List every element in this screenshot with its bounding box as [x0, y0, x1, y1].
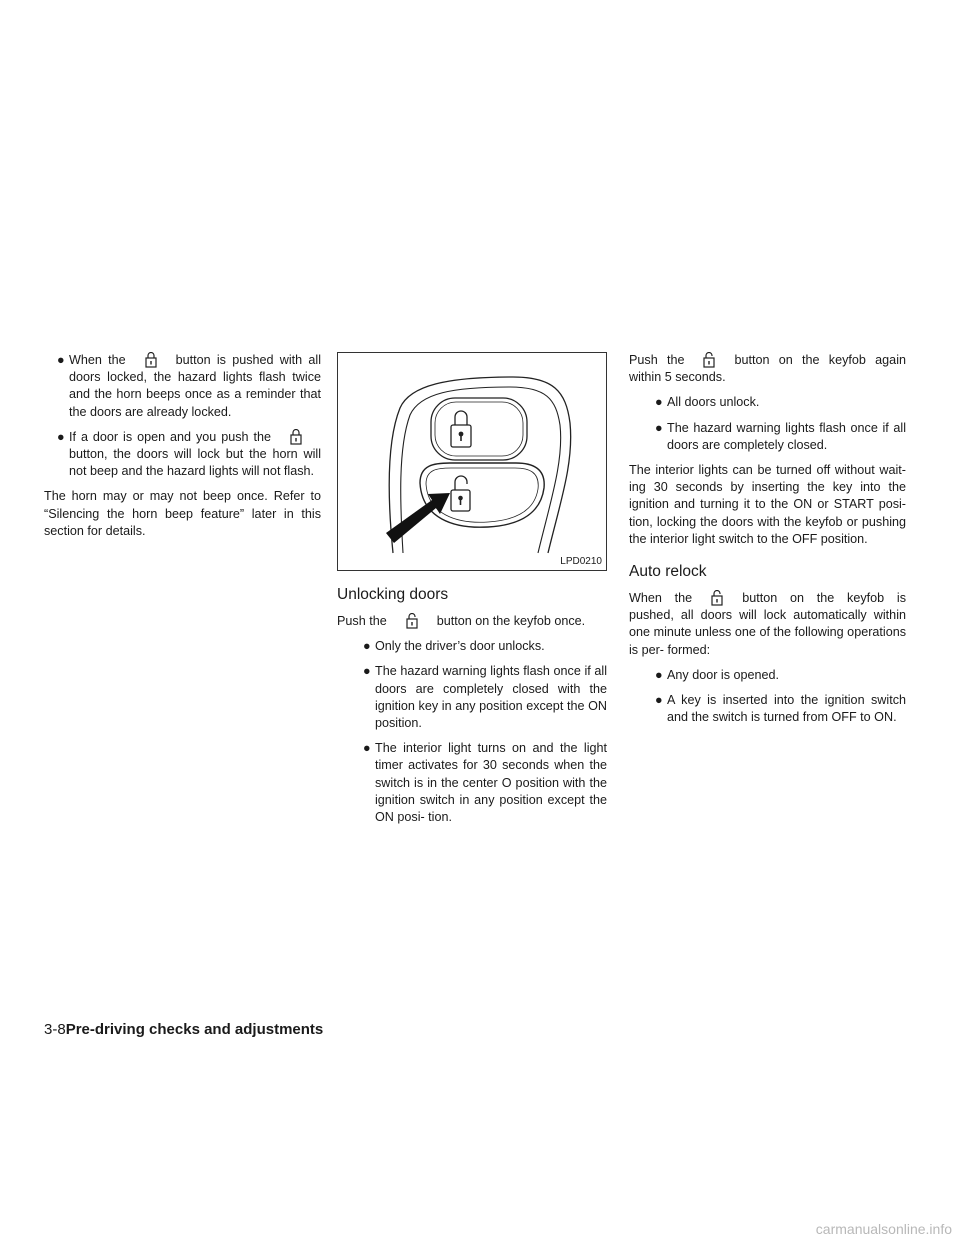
bullet-text: A key is inserted into the ignition switch and the switch is turned from OFF to ON. [667, 693, 906, 725]
column-middle [337, 352, 607, 834]
bullet-dot: ● [655, 420, 663, 435]
figure-label: LPD0210 [560, 556, 602, 567]
auto-relock-intro [629, 590, 906, 659]
interior-lights-note: The interior lights can be turned off without wait- ing 30 seconds by inserting the key into the ignition and turning it to the ON or START posi- tion, locking the doors with the keyfob or pushing the interior light switch to the OFF position. [629, 463, 906, 546]
page-footer [44, 1021, 323, 1039]
bullet-dot: ● [655, 667, 663, 682]
bullet-dot: ● [363, 741, 371, 756]
heading-auto-relock: Auto relock [629, 563, 707, 581]
bullet-text: The hazard warning lights flash once if all doors are completely closed with the ignition key in any position except the ON position. [375, 664, 607, 731]
intro-text-pre: Push the [337, 614, 387, 628]
unlocking-intro [337, 613, 607, 630]
intro-text-post: button on the keyfob is pushed, all doors will lock automatically within one minute unless one of the following operations is per- formed: [629, 591, 906, 657]
section-title: Pre-driving checks and adjustments [65, 1021, 324, 1038]
bullet-text-post: button, the doors will lock but the horn will not beep and the hazard lights will not flash. [69, 447, 321, 479]
bullet-text-pre: If a door is open and you push the [69, 429, 271, 444]
intro-text-pre: When the [629, 591, 693, 606]
bullet-lock-reminder [44, 352, 321, 421]
unlock-icon [403, 613, 421, 627]
unlock-icon [700, 352, 718, 366]
column-left [44, 352, 321, 548]
bullet-text: Any door is opened. [667, 667, 780, 682]
intro-text-pre: Push the [629, 353, 685, 367]
lock-icon [142, 352, 160, 366]
bullet-text-pre: When the [69, 353, 126, 367]
bullet-text: All doors unlock. [667, 395, 760, 410]
bullet-door-opened [642, 667, 906, 684]
horn-beep-note: The horn may or may not beep once. Refer to “Silencing the horn beep feature” later in this section for details. [44, 489, 321, 538]
watermark: carmanualsonline.info [815, 1220, 952, 1237]
bullet-hazard-lights [350, 663, 607, 732]
keyfob-illustration [338, 353, 608, 572]
keyfob-figure [337, 352, 607, 571]
bullet-driver-door [350, 638, 607, 655]
intro-text-post: button on the keyfob again within 5 seconds. [629, 353, 906, 385]
bullet-dot: ● [363, 664, 371, 679]
bullet-dot: ● [655, 693, 663, 708]
lock-icon [287, 429, 305, 443]
bullet-dot: ● [655, 395, 663, 410]
bullet-key-inserted [642, 692, 906, 726]
bullet-dot: ● [57, 353, 65, 367]
unlock-again-intro [629, 352, 906, 386]
bullet-text: The interior light turns on and the light timer activates for 30 seconds when the switch is in the center O position with the ignition switch in any position except the ON posi- tion. [375, 741, 607, 825]
column-right [629, 352, 906, 734]
bullet-text-post: button is pushed with all doors locked, the hazard lights flash twice and the horn beeps once as a reminder that the doors are already locked. [69, 353, 321, 419]
bullet-interior-light [350, 740, 607, 826]
intro-text-post: button on the keyfob once. [436, 614, 586, 628]
bullet-hazard-closed [642, 420, 906, 454]
bullet-all-doors [642, 394, 906, 411]
bullet-text: Only the driver’s door unlocks. [375, 639, 545, 654]
bullet-dot: ● [57, 429, 65, 444]
page-number: 3-8 [44, 1021, 66, 1038]
bullet-dot: ● [363, 639, 371, 654]
bullet-text: The hazard warning lights flash once if all doors are completely closed. [667, 420, 906, 452]
bullet-door-open [44, 429, 321, 481]
unlock-icon [708, 590, 726, 604]
heading-unlocking-doors: Unlocking doors [337, 586, 449, 603]
